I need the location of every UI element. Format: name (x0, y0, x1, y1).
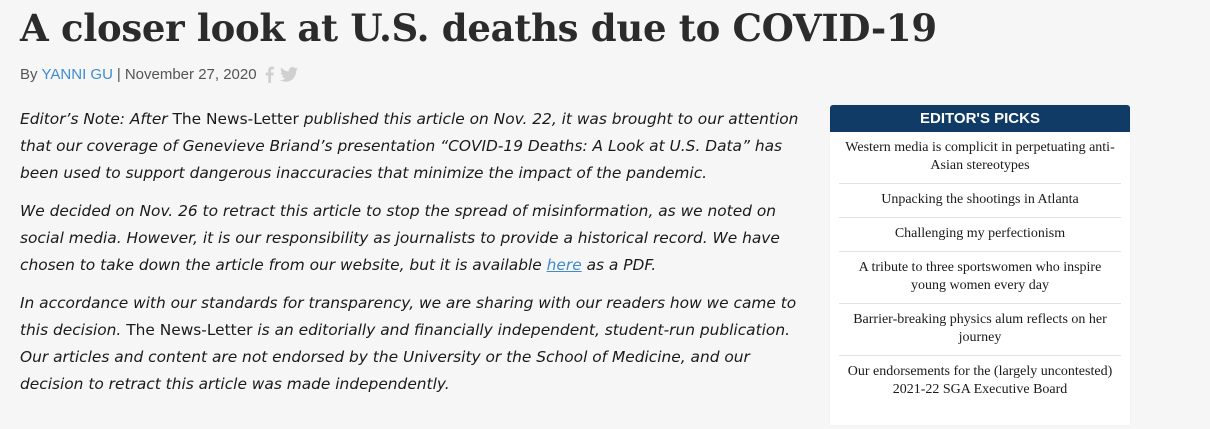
editors-picks-list (830, 132, 1130, 407)
paragraph-text: as a PDF. (581, 256, 657, 274)
transparency-paragraph (20, 290, 810, 398)
facebook-icon[interactable] (265, 66, 274, 83)
editors-picks-title: EDITOR'S PICKS (830, 105, 1130, 132)
publication-name: The News-Letter (126, 321, 253, 339)
paragraph-text: is an editorially and financially independent, student-run publication. Our articles and content are not endorsed by the University or the School of Medicine, and our decision to retract this article was made independently. (20, 321, 790, 393)
pick-item[interactable]: Western media is complicit in perpetuating anti-Asian stereotypes (839, 132, 1121, 184)
paragraph-text: Editor’s Note: After (20, 110, 173, 128)
pick-item[interactable]: Barrier-breaking physics alum reflects on her journey (839, 304, 1121, 356)
publication-name: The News-Letter (172, 110, 299, 128)
author-link[interactable]: YANNI GU (41, 66, 113, 83)
paragraph-text: We decided on Nov. 26 to retract this article to stop the spread of misinformation, as we noted on social media. However, it is our responsibility as journalists to provide a historical record. We have chosen to take down the article from our website, but it is available (20, 202, 780, 274)
pick-item[interactable]: Unpacking the shootings in Atlanta (839, 184, 1121, 218)
pick-item[interactable]: Challenging my perfectionism (839, 218, 1121, 252)
byline-prefix: By (20, 66, 38, 83)
publish-date: November 27, 2020 (124, 66, 257, 83)
editors-picks-panel (830, 105, 1130, 425)
retraction-paragraph (20, 198, 810, 279)
pick-item[interactable]: A tribute to three sportswomen who inspire young women every day (839, 252, 1121, 304)
byline-separator: | (116, 66, 121, 83)
paragraph-text: In accordance with our standards for transparency, we are sharing with our readers how we came to this decision. (20, 294, 797, 339)
byline (20, 66, 298, 83)
twitter-icon[interactable] (280, 67, 298, 82)
social-share (265, 66, 298, 83)
pick-item[interactable]: Our endorsements for the (largely uncontested) 2021-22 SGA Executive Board (847, 364, 1113, 397)
pdf-link[interactable]: here (546, 256, 582, 274)
article-body (20, 106, 810, 409)
paragraph-text: published this article on Nov. 22, it was brought to our attention that our coverage of Genevieve Briand’s presentation “COVID-19 Deaths: A Look at U.S. Data” has been used to support dangerous inaccuracies that minimize the impact of the pandemic. (20, 110, 799, 182)
editors-note-paragraph (20, 106, 810, 187)
article-headline: A closer look at U.S. deaths due to COVID-19 (20, 6, 937, 50)
